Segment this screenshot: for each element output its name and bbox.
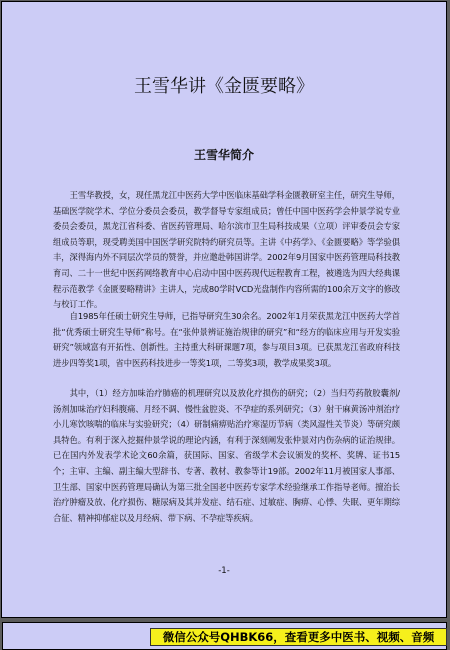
paragraph-intro: 王雪华教授，女，现任黑龙江中医药大学中医临床基础学科金匮教研室主任，研究生导师，基础医学院学术、学位分委员会委员，教学督导专家组成员；曾任中国中医药学会仲景学说专业委员会委员，黑龙江省科委、省医药管理局、哈尔滨市卫生局科技成果（立项）评审委员会专家组成员等职，现受聘美国中国医学研究院特约研究员等。主讲《中药学》、《金匮要略》等学验俱丰，深得海内外不同层次学员的赞誉，并应邀赴韩国讲学。2002年9月国家中医药管理局科技教育司、二十一世纪中医药网络教育中心启动中国中医药现代远程教育工程，被遴选为四大经典课程示范教学《金匮要略精讲》主讲人，完成80学时VCD光盘制作内容所需的100余万文字的修改与校订工作。 [53,190,400,310]
document-title: 王雪华讲《金匮要略》 [134,76,314,97]
page-number: -1- [218,566,230,576]
section-heading: 王雪华简介 [193,148,254,162]
document-page [1,1,447,618]
watermark-banner: 微信公众号QHBK66，查看更多中医书、视频、音频 [150,628,447,646]
paragraph-research: 其中，（1）经方加味治疗肺癌的机理研究以及放化疗损伤的研究；（2）当归芍药散胶囊剂/汤剂加味治疗妇科腹痛、月经不调、慢性盆腔炎、不孕症的系列研究；（3）射干麻黄汤冲剂治疗小儿寒饮咳喘的临床与实验研究；（4）研制痛痹贴治疗寒湿历节病（类风湿性关节炎）等研究颇具特色。有利于深入挖掘仲景学说的理论内涵，有利于深刻阐发张仲景对内伤杂病的证治规律。已在国内外发表学术论文60余篇，获国际、国家、省级学术会议颁发的奖杯、奖牌、证书15个；主审、主编、副主编大型辞书、专著、教材、教参等计19部。2002年11月被国家人事部、卫生部、国家中医药管理局确认为第三批全国老中医药专家学术经验继承工作指导老师。擅治长治疗肿瘤及放、化疗损伤、糖尿病及其并发症、结石症、过敏症、胸痹、心悸、失眠、更年期综合征、精神抑郁症以及月经病、带下病、不孕症等疾病。 [53,388,400,523]
paragraph-achievements: 自1985年任硕士研究生导师，已指导研究生30余名。2002年1月荣获黑龙江中医药大学首批“优秀硕士研究生导师”称号。在“张仲景辨证施治规律的研究”和“经方的临床应用与开发实验研究”领域富有开拓性、创新性。主持重大科研课题7项，参与项目3项。已获黑龙江省政府科技进步四等奖1项，省中医药科技进步一等奖1项，二等奖3项，教学成果奖3项。 [53,311,400,368]
